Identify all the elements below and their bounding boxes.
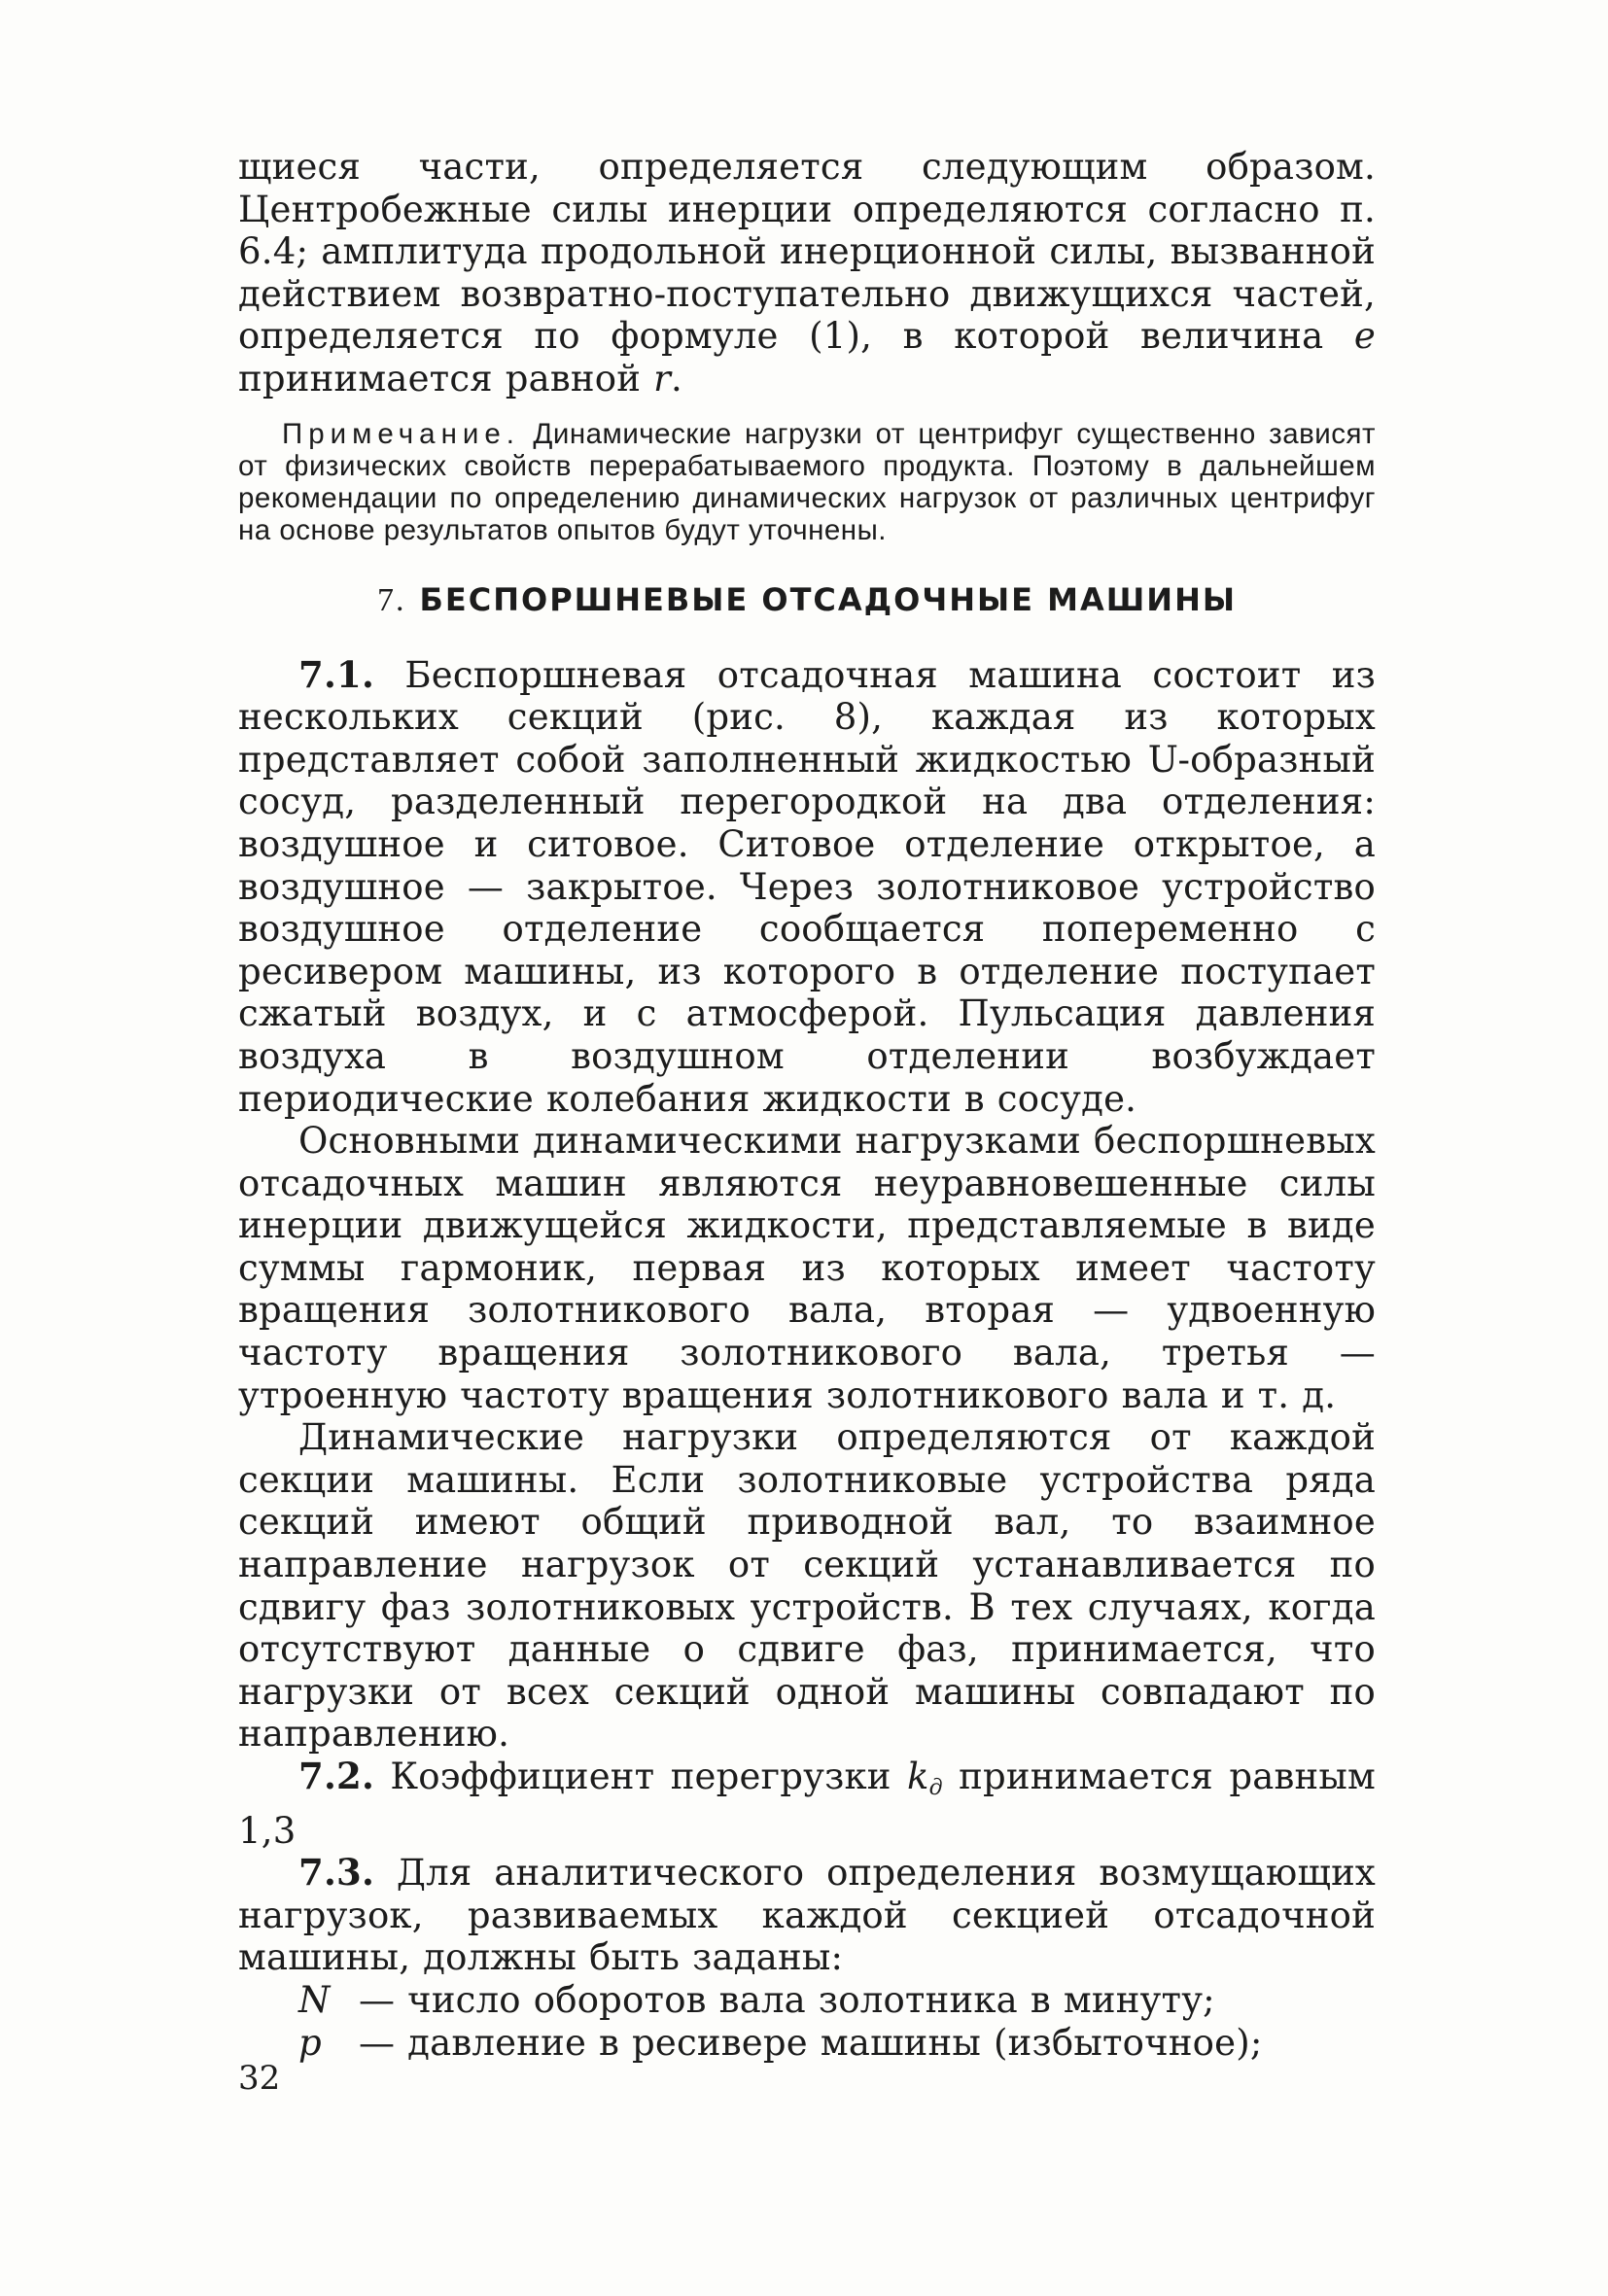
paragraph-number: 7.1.: [298, 652, 375, 696]
definition-item: [238, 2022, 1376, 2065]
section-title: БЕСПОРШНЕВЫЕ ОТСАДОЧНЫЕ МАШИНЫ: [419, 580, 1238, 618]
paragraph-loads: Основными динамическими нагрузками беспоршневых отсадочных машин являются неуравновешенные силы инерции движущейся жидкости, представляемые в виде суммы гармоник, первая из которых имеет частоту вращения золотникового вала, вторая — удвоенную частоту вращения золотникового вала, третья — утроенную частоту вращения золотникового вала и т. д.: [238, 1120, 1376, 1416]
paragraph-text-before: Коэффициент перегрузки: [374, 1756, 908, 1797]
section-heading: [238, 581, 1376, 619]
definition-item: [238, 1979, 1376, 2022]
paragraph-7-1: [238, 654, 1376, 1121]
intro-paragraph: [238, 146, 1376, 400]
paragraph-text: Беспоршневая отсадочная машина состоит из нескольких секций (рис. 8), каждая из которых представляет собой заполненный жидкостью U-образный сосуд, разделенный перегородкой на два отделения: воздушное и ситовое. Ситовое отделение открытое, а воздушное — закрытое. Через золотниковое устройство воздушное отделение сообщается попеременно с ресивером машины, из которого в отделение поступает сжатый воздух, и с атмосферой. Пульсация давления воздуха в воздушном отделении возбуждает периодические колебания жидкости в сосуде.: [238, 653, 1376, 1120]
definition-symbol: p: [298, 2021, 322, 2064]
intro-text-3: .: [670, 357, 682, 400]
paragraph-sections: Динамические нагрузки определяются от каждой секции машины. Если золотниковые устройства ряда секций имеют общий приводной вал, то взаимное направление нагрузок от секций устанавливается по сдвигу фаз золотниковых устройств. В тех случаях, когда отсутствуют данные о сдвиге фаз, принимается, что нагрузки от всех секций одной машины совпадают по направлению.: [238, 1416, 1376, 1756]
note-paragraph: [238, 418, 1376, 546]
page-number: 32: [238, 2059, 281, 2098]
paragraph-number: 7.2.: [298, 1755, 375, 1797]
paragraph-text-after: принимается равным 1,3: [238, 1756, 1376, 1852]
variable-r: r: [653, 357, 671, 400]
note-label: Примечание.: [282, 417, 520, 450]
paragraph-7-3: [238, 1852, 1376, 1979]
section-number: 7.: [376, 581, 406, 618]
text-column: [238, 146, 1376, 2064]
paragraph-7-2: [238, 1756, 1376, 1852]
note-text: Динамические нагрузки от центрифуг существенно зависят от физических свойств перерабатываемого продукта. Поэтому в дальнейшем рекомендации по определению динамических нагрузок от различных центрифуг на основе результатов опытов будут уточнены.: [238, 417, 1376, 546]
definition-symbol: N: [298, 1978, 331, 2021]
definition-text: — давление в ресивере машины (избыточное);: [359, 2021, 1263, 2064]
paragraph-text: Для аналитического определения возмущающих нагрузок, развиваемых каждой секцией отсадочной машины, должны быть заданы:: [238, 1852, 1376, 1979]
definition-text: — число оборотов вала золотника в минуту;: [359, 1978, 1215, 2021]
intro-text-1: щиеся части, определяется следующим образом. Центробежные силы инерции определяются согласно п. 6.4; амплитуда продольной инерционной силы, вызванной действием возвратно-поступательно движущихся частей, определяется по формуле (1), в которой величина: [238, 146, 1376, 358]
variable-k-subscript: д: [928, 1776, 943, 1800]
variable-e: e: [1353, 315, 1376, 358]
paragraph-number: 7.3.: [298, 1851, 375, 1895]
variable-k: k: [907, 1756, 929, 1797]
intro-text-2: принимается равной: [238, 357, 654, 400]
